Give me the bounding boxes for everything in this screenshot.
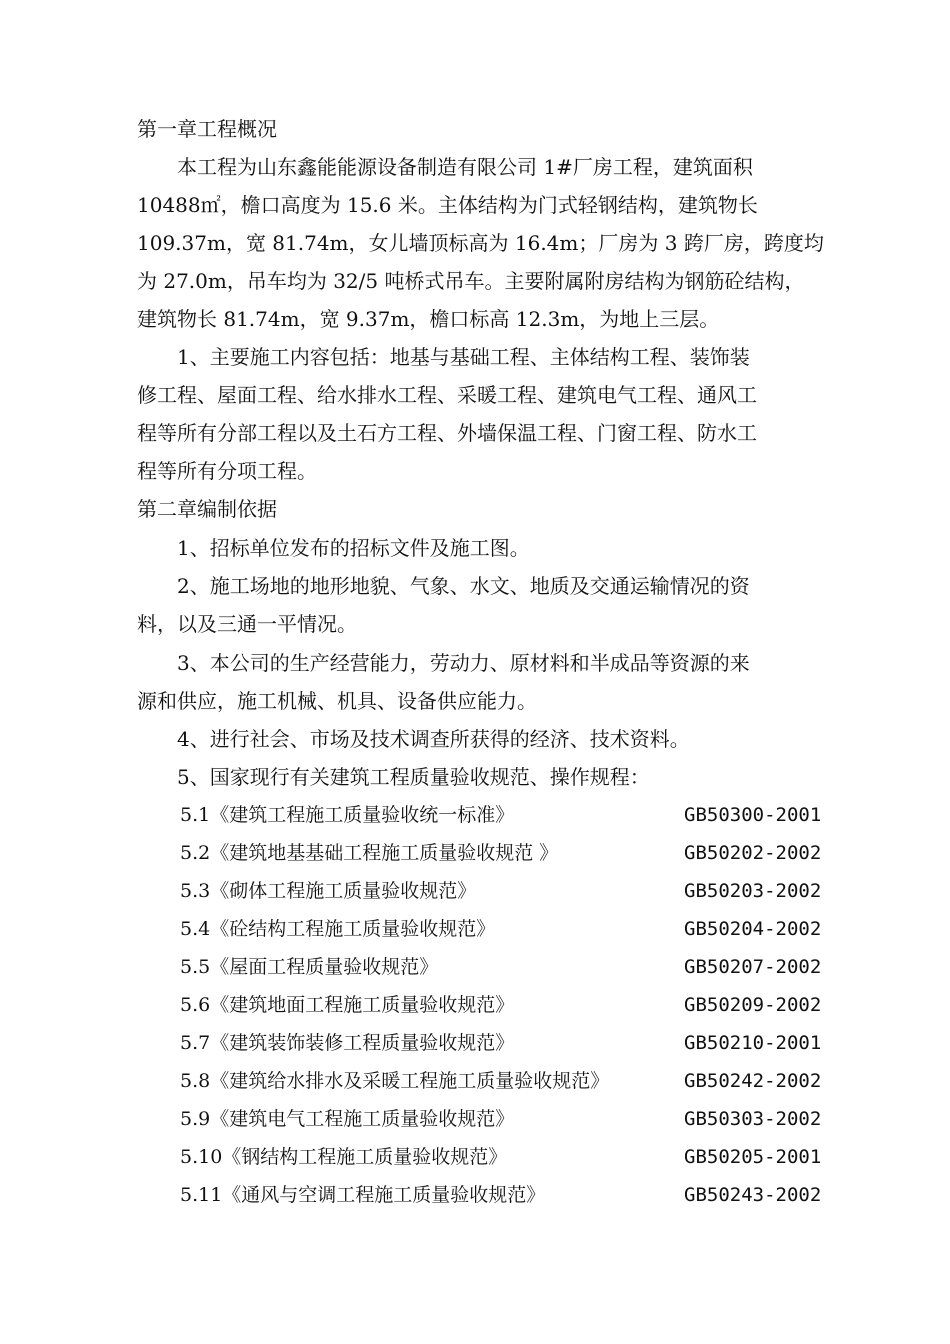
chapter2-item-line: 1、招标单位发布的招标文件及施工图。 (137, 536, 530, 560)
chapter1-para1-line: 10488㎡，檐口高度为 15.6 米。主体结构为门式轻钢结构，建筑物长 (137, 193, 758, 217)
standard-name: 5.8《建筑给水排水及采暖工程施工质量验收规范》 (180, 1070, 610, 1092)
chapter1-para2-line: 程等所有分项工程。 (137, 459, 317, 483)
standard-code: GB50210-2001 (684, 1032, 822, 1054)
standard-name: 5.11《通风与空调工程施工质量验收规范》 (180, 1184, 546, 1206)
standard-name: 5.10《钢结构工程施工质量验收规范》 (180, 1146, 508, 1168)
chapter1-para1-line: 为 27.0m，吊车均为 32/5 吨桥式吊车。主要附属附房结构为钢筋砼结构， (137, 269, 805, 293)
standard-code: GB50303-2002 (684, 1108, 822, 1130)
standard-code: GB50204-2002 (684, 918, 822, 940)
standard-code: GB50209-2002 (684, 994, 822, 1016)
chapter1-para2-line: 程等所有分部工程以及土石方工程、外墙保温工程、门窗工程、防水工 (137, 421, 757, 445)
chapter2-item-line: 3、本公司的生产经营能力，劳动力、原材料和半成品等资源的来 (137, 651, 750, 675)
standard-code: GB50203-2002 (684, 880, 822, 902)
chapter2-item-line: 源和供应，施工机械、机具、设备供应能力。 (137, 689, 537, 713)
chapter2-item-line: 料，以及三通一平情况。 (137, 612, 357, 636)
chapter1-para1-line: 建筑物长 81.74m，宽 9.37m，檐口标高 12.3m，为地上三层。 (137, 307, 720, 331)
standard-name: 5.1《建筑工程施工质量验收统一标准》 (180, 804, 515, 826)
chapter1-para2-line: 1、主要施工内容包括：地基与基础工程、主体结构工程、装饰装 (137, 345, 750, 369)
chapter1-para1-line: 本工程为山东鑫能能源设备制造有限公司 1#厂房工程，建筑面积 (137, 155, 753, 179)
standard-name: 5.7《建筑装饰装修工程质量验收规范》 (180, 1032, 515, 1054)
standard-name: 5.4《砼结构工程施工质量验收规范》 (180, 918, 496, 940)
standard-code: GB50242-2002 (684, 1070, 822, 1092)
standard-name: 5.6《建筑地面工程施工质量验收规范》 (180, 994, 515, 1016)
standard-code: GB50300-2001 (684, 804, 822, 826)
chapter2-title: 第二章编制依据 (137, 497, 277, 521)
standard-name: 5.5《屋面工程质量验收规范》 (180, 956, 439, 978)
chapter1-title: 第一章工程概况 (137, 117, 277, 141)
chapter2-item-line: 4、进行社会、市场及技术调查所获得的经济、技术资料。 (137, 727, 690, 751)
standard-name: 5.3《砌体工程施工质量验收规范》 (180, 880, 477, 902)
standard-code: GB50202-2002 (684, 842, 822, 864)
chapter1-para1-line: 109.37m，宽 81.74m，女儿墙顶标高为 16.4m；厂房为 3 跨厂房，跨度均 (137, 231, 824, 255)
standard-code: GB50243-2002 (684, 1184, 822, 1206)
standard-code: GB50205-2001 (684, 1146, 822, 1168)
standard-name: 5.9《建筑电气工程施工质量验收规范》 (180, 1108, 515, 1130)
chapter2-item-line: 2、施工场地的地形地貌、气象、水文、地质及交通运输情况的资 (137, 574, 750, 598)
standard-code: GB50207-2002 (684, 956, 822, 978)
standard-name: 5.2《建筑地基基础工程施工质量验收规范 》 (180, 842, 559, 864)
chapter2-item-line: 5、国家现行有关建筑工程质量验收规范、操作规程： (137, 765, 650, 789)
chapter1-para2-line: 修工程、屋面工程、给水排水工程、采暖工程、建筑电气工程、通风工 (137, 383, 757, 407)
